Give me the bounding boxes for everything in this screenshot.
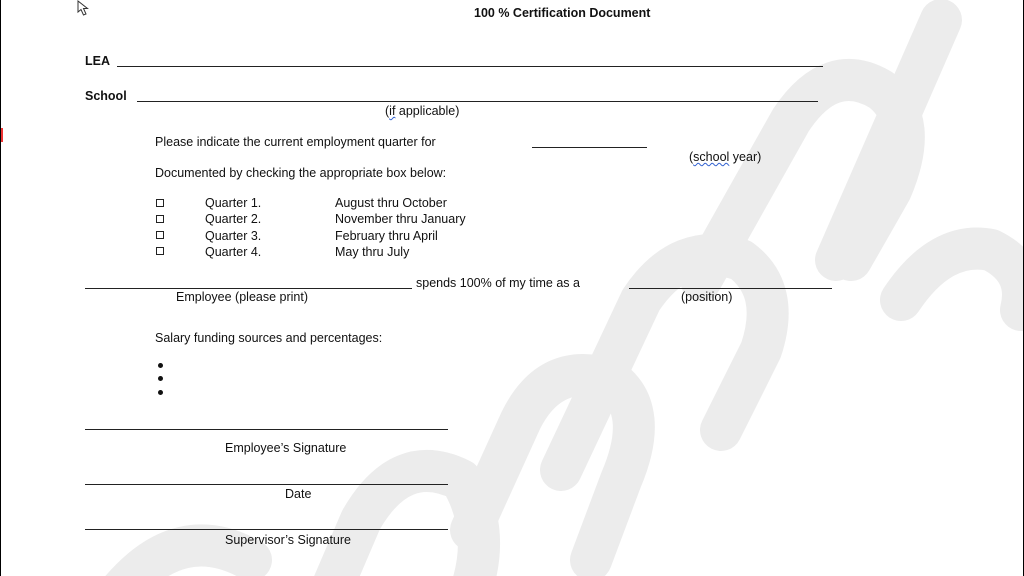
quarter-3-months: February thru April [335, 229, 438, 243]
quarter-2-months: November thru January [335, 212, 466, 226]
spends-statement: spends 100% of my time as a [416, 276, 580, 290]
if-applicable-note: (if applicable) [385, 104, 460, 118]
employee-name-field-line[interactable] [85, 288, 412, 289]
documented-instruction: Documented by checking the appropriate box below: [155, 166, 447, 180]
date-line[interactable] [85, 484, 448, 485]
school-year-note: (school year) [689, 150, 762, 164]
date-label: Date [285, 487, 312, 501]
school-label: School [85, 89, 127, 103]
quarter-4-label: Quarter 4. [205, 245, 262, 259]
lea-field-line[interactable] [117, 66, 823, 67]
quarter-1-checkbox[interactable] [156, 199, 164, 207]
employee-signature-label: Employee’s Signature [225, 441, 347, 455]
quarter-4-checkbox[interactable] [156, 247, 164, 255]
salary-funding-label: Salary funding sources and percentages: [155, 331, 383, 345]
quarter-4-months: May thru July [335, 245, 410, 259]
bullet-3 [158, 390, 163, 395]
school-year-field-line[interactable] [532, 147, 647, 148]
quarter-instruction: Please indicate the current employment quarter for [155, 135, 436, 149]
edge-marker [1, 128, 3, 142]
school-word: school [693, 150, 730, 164]
position-label: (position) [681, 290, 733, 304]
mouse-cursor-icon [77, 0, 97, 18]
if-word: if [389, 104, 396, 118]
employee-signature-line[interactable] [85, 429, 448, 430]
bullet-1 [158, 363, 163, 368]
supervisor-signature-label: Supervisor’s Signature [225, 533, 351, 547]
quarter-1-months: August thru October [335, 196, 447, 210]
year-word: year [732, 150, 758, 164]
quarter-2-label: Quarter 2. [205, 212, 262, 226]
quarter-2-checkbox[interactable] [156, 215, 164, 223]
position-field-line[interactable] [629, 288, 832, 289]
employee-print-label: Employee (please print) [176, 290, 309, 304]
document-page [1, 0, 1023, 576]
supervisor-signature-line[interactable] [85, 529, 448, 530]
lea-label: LEA [85, 54, 110, 68]
bullet-2 [158, 376, 163, 381]
document-title: 100 % Certification Document [474, 6, 651, 20]
quarter-3-label: Quarter 3. [205, 229, 262, 243]
quarter-1-label: Quarter 1. [205, 196, 262, 210]
school-field-line[interactable] [137, 101, 818, 102]
applicable-word: applicable [398, 104, 456, 118]
quarter-3-checkbox[interactable] [156, 231, 164, 239]
